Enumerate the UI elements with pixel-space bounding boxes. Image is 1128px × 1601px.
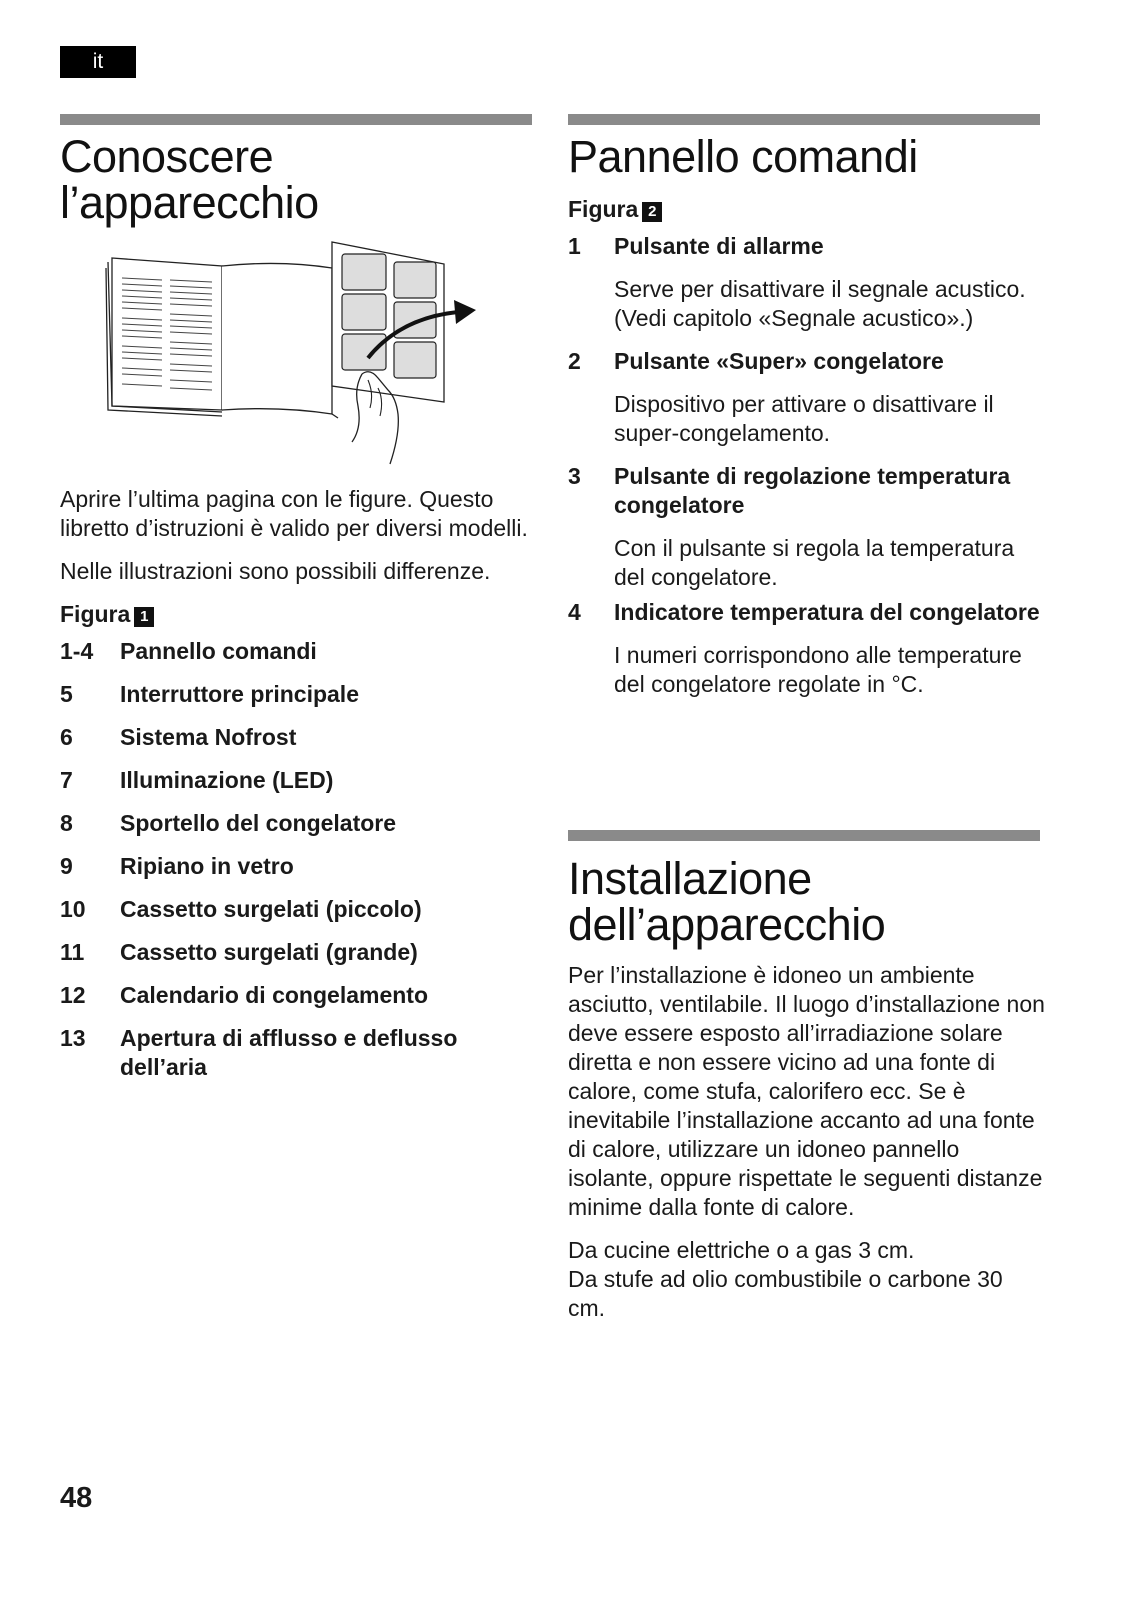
item-number: 1-4 [60, 638, 94, 664]
figure-label: Figura [60, 601, 131, 627]
description-text: Serve per disattivare il segnale acustico. [614, 276, 1026, 302]
section-rule-left [60, 114, 532, 125]
item-description [614, 390, 1048, 448]
item-label: Indicatore temperatura del congelatore [614, 599, 1040, 625]
page-number: 48 [60, 1482, 93, 1514]
list-item [60, 723, 540, 752]
right-column-text [568, 195, 1048, 713]
list-item [60, 852, 540, 881]
list-item [60, 895, 540, 924]
item-number: 7 [60, 767, 73, 793]
list-item [60, 637, 540, 666]
figure-number: 1 [134, 607, 154, 627]
item-label: Pulsante di allarme [614, 233, 824, 259]
item-number: 6 [60, 724, 73, 750]
install-paragraph: Per l’installazione è idoneo un ambiente asciutto, ventilabile. Il luogo d’installazione non deve essere esposto all’irradiazione solare diretta e non essere vicino ad una fonte di calore, come stufa, calorifero ecc. Se è inevitabile l’installazione accanto ad una fonte di calore, utilizzare un idoneo pannello isolante, oppure rispettate le seguenti distanze minime dalla fonte di calore. [568, 962, 1045, 1220]
control-list [568, 232, 1048, 699]
item-number: 10 [60, 896, 86, 922]
list-item [60, 1024, 540, 1082]
distance-line: Da stufe ad olio combustibile o carbone 30 cm. [568, 1266, 1003, 1321]
item-number: 2 [568, 348, 581, 374]
title-line: Installazione [568, 853, 812, 904]
description-text: (Vedi capitolo «Segnale acustico».) [614, 305, 974, 331]
item-label: Sportello del congelatore [120, 810, 397, 836]
item-label: Cassetto surgelati (grande) [120, 939, 418, 965]
item-label: Ripiano in vetro [120, 853, 294, 879]
item-number: 13 [60, 1025, 86, 1051]
item-label: Interruttore principale [120, 681, 359, 707]
item-number: 8 [60, 810, 73, 836]
description-text: Con il pulsante si regola la temperatura del congelatore. [614, 535, 1015, 590]
distance-line: Da cucine elettriche o a gas 3 cm. [568, 1237, 915, 1263]
item-description [614, 641, 1048, 699]
item-number: 12 [60, 982, 86, 1008]
section-rule-right [568, 114, 1040, 125]
item-label: Pulsante «Super» congelatore [614, 348, 944, 374]
item-label: Cassetto surgelati (piccolo) [120, 896, 422, 922]
section-title-conoscere [60, 131, 319, 228]
intro-paragraph: Aprire l’ultima pagina con le figure. Questo libretto d’istruzioni è valido per diversi modelli. [60, 486, 528, 541]
item-label: Calendario di congelamento [120, 982, 428, 1008]
item-number: 5 [60, 681, 73, 707]
item-label: Pannello comandi [120, 638, 317, 664]
install-text [568, 961, 1046, 1337]
figure-label: Figura [568, 196, 639, 222]
list-item [568, 462, 1048, 520]
section-rule-install [568, 830, 1040, 841]
booklet-illustration [100, 238, 490, 468]
item-label: Apertura di afflusso e deflusso dell’aria [120, 1025, 458, 1080]
item-label: Illuminazione (LED) [120, 767, 334, 793]
section-title-installazione [568, 853, 886, 950]
item-label: Sistema Nofrost [120, 724, 297, 750]
list-item [568, 232, 1048, 261]
section-title-pannello: Pannello comandi [568, 131, 918, 182]
item-number: 11 [60, 939, 85, 965]
figure-reference [568, 195, 1048, 224]
description-text: I numeri corrispondono alle temperature del congelatore regolate in °C. [614, 642, 1022, 697]
figure-number: 2 [642, 202, 662, 222]
title-line: dell’apparecchio [568, 899, 886, 950]
list-item [568, 347, 1048, 376]
item-number: 9 [60, 853, 73, 879]
left-column-text [60, 485, 540, 1096]
list-item [60, 938, 540, 967]
list-item [60, 981, 540, 1010]
item-number: 3 [568, 463, 581, 489]
list-item [60, 766, 540, 795]
title-line: Conoscere [60, 131, 274, 182]
item-description [614, 275, 1048, 333]
item-label: Pulsante di regolazione temperatura congelatore [614, 463, 1011, 518]
list-item [568, 598, 1048, 627]
note-paragraph: Nelle illustrazioni sono possibili differenze. [60, 558, 491, 584]
item-number: 4 [568, 599, 581, 625]
component-list [60, 637, 540, 1082]
item-description [614, 534, 1048, 592]
item-number: 1 [568, 233, 581, 259]
description-text: Dispositivo per attivare o disattivare il super-congelamento. [614, 391, 994, 446]
distance-paragraph [568, 1236, 1046, 1323]
list-item [60, 809, 540, 838]
list-item [60, 680, 540, 709]
title-line: l’apparecchio [60, 177, 319, 228]
figure-reference [60, 600, 540, 629]
language-tag: it [60, 46, 136, 78]
